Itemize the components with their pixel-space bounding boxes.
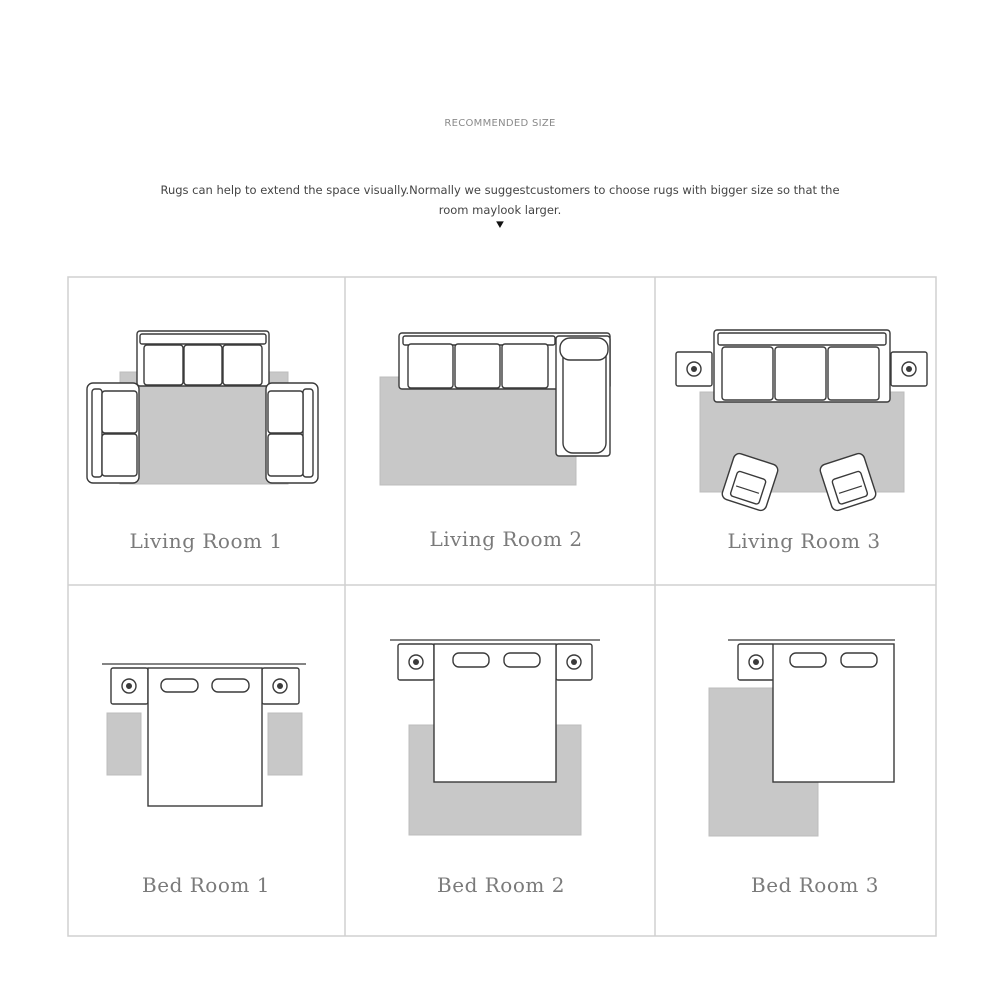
rug-left [107,713,141,775]
pillow [790,653,826,667]
room-label: Living Room 2 [429,527,583,551]
bed-room-3-illustration [709,640,895,897]
room-label: Bed Room 2 [437,873,565,897]
pillow [212,679,249,692]
room-label: Bed Room 1 [142,873,270,897]
living-room-2-illustration [380,333,610,551]
section-description: Rugs can help to extend the space visually.Normally we suggestcustomers to choose rugs with bigger size so that the room maylook larger. [160,183,840,217]
living-room-3-illustration [676,330,927,553]
bed-room-2-illustration [390,640,600,897]
section-title: RECOMMENDED SIZE [444,118,556,129]
rug-right [268,713,302,775]
rug [380,377,576,485]
pillow [453,653,489,667]
room-label: Living Room 1 [129,529,283,553]
pillow [504,653,540,667]
pillow [841,653,877,667]
pillow [161,679,198,692]
room-label: Living Room 3 [727,529,881,553]
chevron-down-icon: ⯆ [494,218,506,234]
room-label: Bed Room 3 [751,873,879,897]
rug [120,372,288,484]
bed-room-1-illustration [102,664,306,897]
living-room-1-illustration [87,331,318,553]
